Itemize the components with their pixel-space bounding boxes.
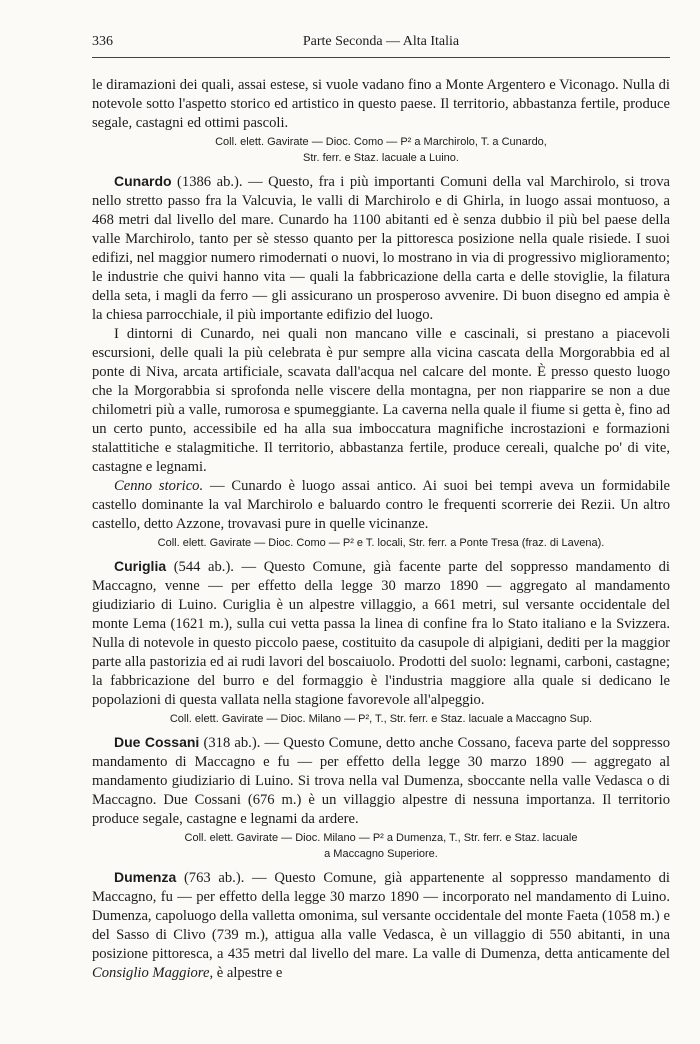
- due-cossani-text: (318 ab.). — Questo Comune, detto anche Cossano, faceva parte del soppresso mandamento di Maccagno e fu — per effetto della legge 30 marzo 1890 — aggregato al mandamento giudiziario di Luino. Si trova nella val Dumenza, sboccante nella valle Vedasca o di Maccagno. Due Cossani (676 m.) è un villaggio alpestre di nessuna importanza. Il territorio produce segale, castagne e legnami da ardere.: [92, 735, 670, 827]
- due-cossani-paragraph: [92, 733, 670, 829]
- running-title: Parte Seconda — Alta Italia: [302, 34, 460, 49]
- cunardo-paragraph-2: I dintorni di Cunardo, nei quali non mancano ville e cascinali, si prestano a piacevoli escursioni, delle quali la più celebrata è pur sempre alla vicina cascata della Morgorabbia ed al ponte di Niva, arcata artificiale, scavata dall'acqua nel calcare del monte. È presso questo luogo che la Morgorabbia si sprofonda nelle viscere della montagna, per non riapparire se non a due chilometri più a valle, rumorosa e spumeggiante. La caverna nella quale il fiume si getta è, fino ad un certo punto, accessibile ed ha alla sua imboccatura magnifiche incrostazioni e formazioni stalattitiche e stalagmitiche. Il territorio, abbastanza fertile, produce cereali, qualche po' di vite, castagne e legnami.: [92, 326, 670, 475]
- intro-note-line-2: Str. ferr. e Staz. lacuale a Luino.: [303, 152, 459, 164]
- curiglia-note: Coll. elett. Gavirate — Dioc. Milano — P², T., Str. ferr. e Staz. lacuale a Maccagno Sup.: [169, 713, 593, 725]
- dumenza-paragraph: [92, 868, 670, 983]
- dumenza-headword: Dumenza: [114, 869, 177, 885]
- cunardo-note: Coll. elett. Gavirate — Dioc. Como — P² e T. locali, Str. ferr. a Ponte Tresa (fraz. di Lavena).: [157, 537, 605, 549]
- entry-cunardo: [92, 172, 670, 551]
- curiglia-text: (544 ab.). — Questo Comune, già facente parte del soppresso mandamento di Maccagno, venne — per effetto della legge 30 marzo 1890 — aggregato al mandamento giudiziario di Luino. Curiglia è un alpestre villaggio, a 661 metri, sul versante occidentale del monte Lema (1621 m.), sulla cui vetta passa la linea di confine fra lo Stato italiano e la Svizzera. Nulla di notevole in questo piccolo paese, costituito da casupole di alpigiani, dediti per la maggior parte alla pastorizia ed ai rudi lavori del boscaiuolo. Prodotti del suolo: legnami, carboni, castagne; la fabbricazione del burro e del formaggio è l'industria maggiore alla quale si dedicano le popolazioni di questa vallata nella stagione favorevole all'alpeggio.: [92, 559, 670, 708]
- page-body: [92, 76, 670, 983]
- intro-note: [92, 134, 670, 166]
- cunardo-history-label: Cenno storico.: [114, 478, 204, 494]
- cunardo-headword: Cunardo: [114, 173, 172, 189]
- due-cossani-note-line-2: a Maccagno Superiore.: [324, 848, 438, 860]
- dumenza-text: (763 ab.). — Questo Comune, già appartenente al soppresso mandamento di Maccagno, fu — per effetto della legge 30 marzo 1890 — incorporato nel mandamento di Luino. Dumenza, capoluogo della valletta omonima, sul versante occidentale del monte Faeta (1058 m.) e del Sasso di Clivo (739 m.), attigua alla valle Vedasca, è un villaggio di 550 abitanti, in una posizione pittoresca, a 435 metri dal livello del mare. La valle di Dumenza, detta anticamente del: [92, 870, 670, 962]
- dumenza-italic: Consiglio Maggiore: [92, 965, 210, 981]
- entry-curiglia: [92, 557, 670, 727]
- cunardo-paragraph-1: [92, 172, 670, 325]
- cunardo-text-3: — Cunardo è luogo assai antico. Ai suoi bei tempi aveva un formidabile castello dominante la val Marchirolo e baluardo contro le frequenti scorrerie dei Rezii. Un altro castello, detto Azzone, trovavasi pure in quelle vicinanze.: [92, 478, 670, 532]
- curiglia-headword: Curiglia: [114, 558, 167, 574]
- header-rule: [92, 57, 670, 58]
- intro-paragraph: le diramazioni dei quali, assai estese, si vuole vadano fino a Monte Argentero e Viconago. Nulla di notevole sotto l'aspetto storico ed artistico in questo paese. Il territorio, abbastanza fertile, produce segale, castagni ed ottimi pascoli.: [92, 77, 670, 131]
- entry-due-cossani: [92, 733, 670, 862]
- cunardo-text-1: (1386 ab.). — Questo, fra i più importanti Comuni della val Marchirolo, si trova nello stretto passo fra la Valcuvia, le valli di Marchirolo e di Ghirla, in luogo assai montuoso, a 468 metri dal livello del mare. Cunardo ha 1100 abitanti ed è senza dubbio il più bel paese della valle Marchirolo, tanto per sè stesso quanto per la pittoresca posizione nella quale risiede. I suoi edifizi, nel maggior numero rimodernati o nuovi, lo mostrano in via di progressivo miglioramento; le industrie che quivi hanno vita — quali la fabbricazione della carta e delle stoviglie, la filatura della seta, i magli da ferro — gli assicurano un prosperoso avvenire. Di buon disegno ed ampia è la chiesa parrocchiale, il più importante edifizio del luogo.: [92, 174, 670, 323]
- due-cossani-note-line-1: Coll. elett. Gavirate — Dioc. Milano — P² a Dumenza, T., Str. ferr. e Staz. lacuale: [184, 832, 578, 844]
- due-cossani-note: [92, 830, 670, 862]
- page-number: 336: [92, 34, 113, 49]
- due-cossani-headword: Due Cossani: [114, 734, 200, 750]
- intro-note-line-1: Coll. elett. Gavirate — Dioc. Como — P² a Marchirolo, T. a Cunardo,: [215, 136, 547, 148]
- running-header: [92, 34, 670, 56]
- curiglia-paragraph: [92, 557, 670, 710]
- dumenza-text-end: , è alpestre e: [209, 965, 283, 981]
- cunardo-paragraph-3: [92, 477, 670, 534]
- entry-dumenza: [92, 868, 670, 983]
